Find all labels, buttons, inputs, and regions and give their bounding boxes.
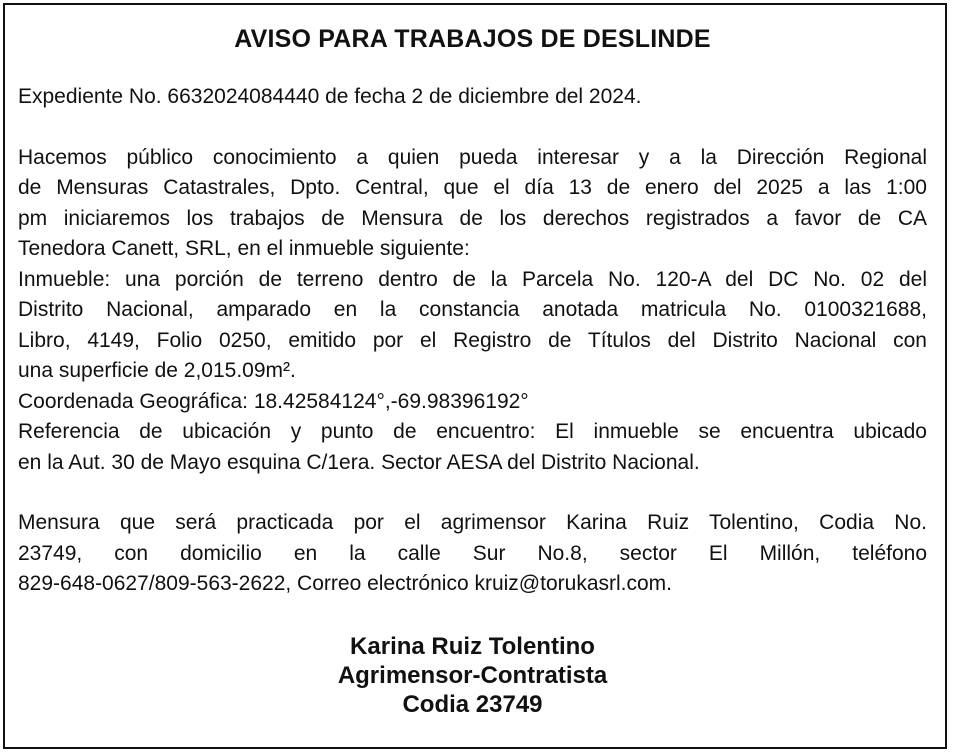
mensura-line: 829-648-0627/809-563-2622, Correo electrónico kruiz@torukasrl.com. bbox=[18, 572, 672, 595]
body-line: pm iniciaremos los trabajos de Mensura de los derechos registrados a favor de CA bbox=[18, 206, 927, 230]
body-line: Coordenada Geográfica: 18.42584124°,-69.98396192° bbox=[18, 389, 529, 413]
body-line: Hacemos público conocimiento a quien pueda interesar y a la Dirección Regional bbox=[18, 145, 927, 169]
signature-role: Agrimensor-Contratista bbox=[337, 661, 608, 689]
body-line: Libro, 4149, Folio 0250, emitido por el Registro de Títulos del Distrito Nacional con bbox=[18, 328, 927, 352]
body-line: una superficie de 2,015.09m². bbox=[18, 359, 296, 382]
notice-content bbox=[18, 22, 927, 719]
paragraph-gap bbox=[18, 113, 927, 143]
paragraph-gap bbox=[18, 478, 927, 508]
signature-codia: Codia 23749 bbox=[402, 690, 543, 718]
mensura-line: Mensura que será practicada por el agrimensor Karina Ruiz Tolentino, Codia No. bbox=[18, 511, 927, 534]
body-line: Referencia de ubicación y punto de encuentro: El inmueble se encuentra ubicado bbox=[18, 420, 927, 443]
expediente-line: Expediente No. 6632024084440 de fecha 2 de diciembre del 2024. bbox=[18, 85, 642, 108]
body-line: Inmueble: una porción de terreno dentro de la Parcela No. 120-A del DC No. 02 del bbox=[18, 267, 927, 291]
mensura-paragraph bbox=[18, 508, 927, 600]
body-line: en la Aut. 30 de Mayo esquina C/1era. Sector AESA del Distrito Nacional. bbox=[18, 450, 700, 474]
body-line: Tenedora Canett, SRL, en el inmueble siguiente: bbox=[18, 237, 470, 260]
body-line: de Mensuras Catastrales, Dpto. Central, que el día 13 de enero del 2025 a las 1:00 bbox=[18, 176, 927, 199]
notice-title: AVISO PARA TRABAJOS DE DESLINDE bbox=[234, 25, 711, 53]
body-line: Distrito Nacional, amparado en la constancia anotada matricula No. 0100321688, bbox=[18, 298, 927, 321]
mensura-line: 23749, con domicilio en la calle Sur No.8, sector El Millón, teléfono bbox=[18, 541, 927, 565]
signature-name: Karina Ruiz Tolentino bbox=[350, 632, 595, 660]
body-paragraph bbox=[18, 143, 927, 479]
signature-block bbox=[18, 632, 927, 719]
